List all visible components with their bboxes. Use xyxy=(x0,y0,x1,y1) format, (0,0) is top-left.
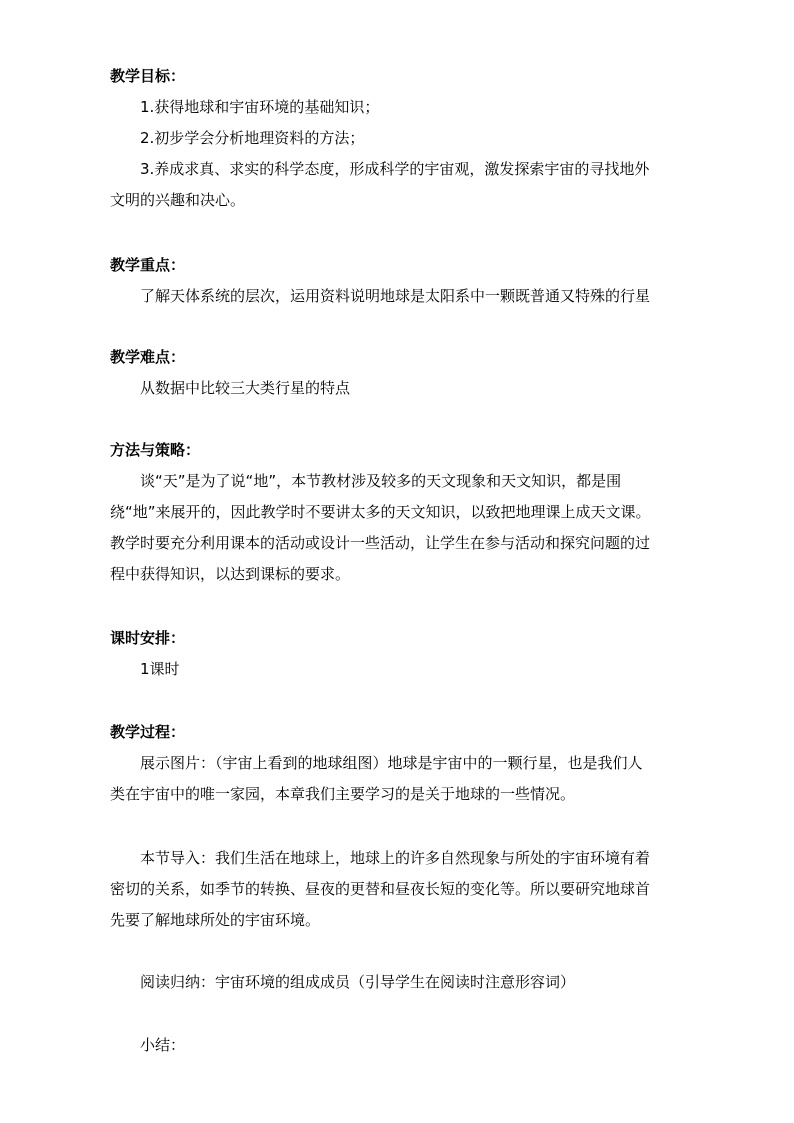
methods-line-2: 绕“地”来展开的，因此教学时不要讲太多的天文知识，以致把地理课上成天文课。 xyxy=(110,503,651,521)
goal-item-3: 3.养成求真、求实的科学态度，形成科学的宇宙观，激发探索宇宙的寻找地外 xyxy=(140,160,650,178)
methods-line-3: 教学时要充分利用课本的活动或设计一些活动，让学生在参与活动和探究问题的过 xyxy=(110,534,651,552)
methods-line-4: 程中获得知识，以达到课标的要求。 xyxy=(110,565,351,583)
goals-heading: 教学目标： xyxy=(110,67,186,85)
schedule-heading: 课时安排： xyxy=(110,629,186,647)
process-p4: 小结： xyxy=(140,1036,186,1054)
process-p2-line-3: 先要了解地球所处的宇宙环境。 xyxy=(110,911,321,929)
goal-item-3-cont: 文明的兴趣和决心。 xyxy=(110,191,246,209)
difficulties-text: 从数据中比较三大类行星的特点 xyxy=(140,379,351,397)
key-points-heading: 教学重点： xyxy=(110,256,186,274)
process-p2-line-2: 密切的关系，如季节的转换、昼夜的更替和昼夜长短的变化等。所以要研究地球首 xyxy=(110,880,651,898)
methods-line-1: 谈“天”是为了说“地”，本节教材涉及较多的天文现象和天文知识，都是围 xyxy=(140,472,622,490)
goal-item-2: 2.初步学会分析地理资料的方法； xyxy=(140,129,365,147)
process-p1-line-2: 类在宇宙中的唯一家园，本章我们主要学习的是关于地球的一些情况。 xyxy=(110,785,576,803)
process-p3: 阅读归纳：宇宙环境的组成成员（引导学生在阅读时注意形容词） xyxy=(140,973,576,991)
methods-heading: 方法与策略： xyxy=(110,441,201,459)
schedule-text: 1课时 xyxy=(140,660,180,678)
process-p2-line-1: 本节导入：我们生活在地球上，地球上的许多自然现象与所处的宇宙环境有着 xyxy=(140,849,651,867)
goal-item-1: 1.获得地球和宇宙环境的基础知识； xyxy=(140,98,380,116)
process-heading: 教学过程： xyxy=(110,723,186,741)
key-points-text: 了解天体系统的层次，运用资料说明地球是太阳系中一颗既普通又特殊的行星 xyxy=(140,287,651,305)
difficulties-heading: 教学难点： xyxy=(110,348,186,366)
process-p1-line-1: 展示图片：（宇宙上看到的地球组图）地球是宇宙中的一颗行星，也是我们人 xyxy=(140,754,643,772)
